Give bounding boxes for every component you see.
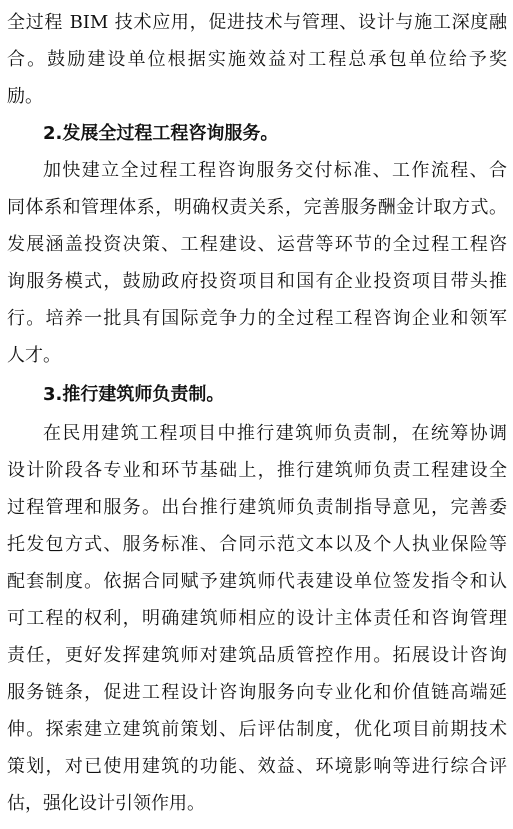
paragraph-line: 过程管理和服务。出台推行建筑师负责制指导意见，完善委 [7,497,507,518]
paragraph-line: 同体系和管理体系，明确权责关系，完善服务酬金计取方式。 [7,197,507,218]
paragraph-line: 配套制度。依据合同赋予建筑师代表建设单位签发指令和认 [7,571,507,592]
paragraph-line: 人才。 [7,345,61,366]
paragraph-line: 合。鼓励建设单位根据实施效益对工程总承包单位给予奖 [7,49,507,70]
paragraph-line: 伸。探索建立建筑前策划、后评估制度，优化项目前期技术 [7,719,507,740]
paragraph-line: 托发包方式、服务标准、合同示范文本以及个人执业保险等 [7,534,507,555]
section-heading: 3.推行建筑师负责制。 [43,384,225,405]
paragraph-line: 行。培养一批具有国际竞争力的全过程工程咨询企业和领军 [7,308,507,329]
paragraph-line: 服务链条，促进工程设计咨询服务向专业化和价值链高端延 [7,682,507,703]
paragraph-line: 发展涵盖投资决策、工程建设、运营等环节的全过程工程咨 [7,234,507,255]
paragraph-line: 在民用建筑工程项目中推行建筑师负责制，在统筹协调 [43,423,507,444]
paragraph-line: 估，强化设计引领作用。 [7,793,205,814]
paragraph-line: 策划，对已使用建筑的功能、效益、环境影响等进行综合评 [7,756,507,777]
section-heading: 2.发展全过程工程咨询服务。 [43,123,279,144]
paragraph-line: 全过程 BIM 技术应用，促进技术与管理、设计与施工深度融 [7,12,507,33]
paragraph-line: 加快建立全过程工程咨询服务交付标准、工作流程、合 [43,160,507,181]
paragraph-line: 可工程的权利，明确建筑师相应的设计主体责任和咨询管理 [7,608,507,629]
paragraph-line: 责任，更好发挥建筑师对建筑品质管控作用。拓展设计咨询 [7,645,507,666]
paragraph-line: 询服务模式，鼓励政府投资项目和国有企业投资项目带头推 [7,271,507,292]
paragraph-line: 设计阶段各专业和环节基础上，推行建筑师负责工程建设全 [7,460,507,481]
paragraph-line: 励。 [7,86,43,107]
